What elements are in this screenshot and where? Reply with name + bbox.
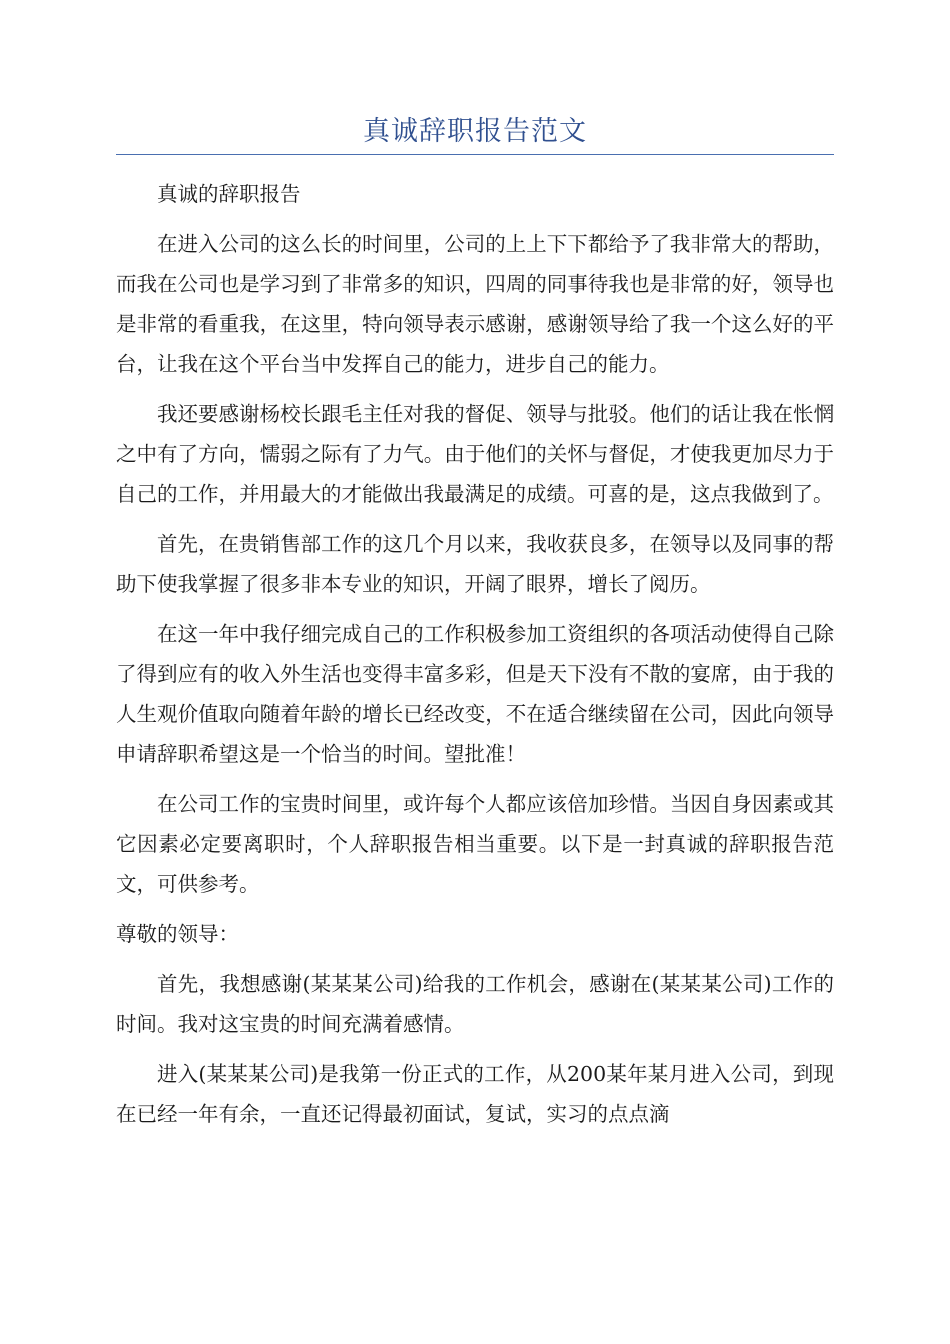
paragraph-3: 我还要感谢杨校长跟毛主任对我的督促、领导与批驳。他们的话让我在怅惘之中有了方向，懦弱之际有了力气。由于他们的关怀与督促，才使我更加尽力于自己的工作，并用最大的才能做出我最满足的成绩。可喜的是，这点我做到了。 (116, 402, 834, 506)
title-underline (116, 154, 834, 155)
document-body (116, 174, 834, 1144)
document-title: 真诚辞职报告范文 (363, 116, 587, 147)
paragraph-9: 进入(某某某公司)是我第一份正式的工作，从200某年某月进入公司，到现在已经一年有余，一直还记得最初面试，复试，实习的点点滴 (116, 1062, 834, 1126)
paragraph-8: 首先，我想感谢(某某某公司)给我的工作机会，感谢在(某某某公司)工作的时间。我对这宝贵的时间充满着感情。 (116, 972, 834, 1036)
paragraph-2: 在进入公司的这么长的时间里，公司的上上下下都给予了我非常大的帮助，而我在公司也是学习到了非常多的知识，四周的同事待我也是非常的好，领导也是非常的看重我，在这里，特向领导表示感谢，感谢领导给了我一个这么好的平台，让我在这个平台当中发挥自己的能力，进步自己的能力。 (116, 232, 834, 376)
paragraph-1: 真诚的辞职报告 (157, 182, 301, 206)
paragraph-5: 在这一年中我仔细完成自己的工作积极参加工资组织的各项活动使得自己除了得到应有的收入外生活也变得丰富多彩，但是天下没有不散的宴席，由于我的人生观价值取向随着年龄的增长已经改变，不在适合继续留在公司，因此向领导申请辞职希望这是一个恰当的时间。望批准！ (116, 622, 834, 766)
paragraph-4: 首先，在贵销售部工作的这几个月以来，我收获良多，在领导以及同事的帮助下使我掌握了很多非本专业的知识，开阔了眼界，增长了阅历。 (116, 532, 834, 596)
salutation: 尊敬的领导： (116, 922, 239, 946)
paragraph-6: 在公司工作的宝贵时间里，或许每个人都应该倍加珍惜。当因自身因素或其它因素必定要离职时，个人辞职报告相当重要。以下是一封真诚的辞职报告范文，可供参考。 (116, 792, 834, 896)
document-page (116, 0, 834, 1344)
